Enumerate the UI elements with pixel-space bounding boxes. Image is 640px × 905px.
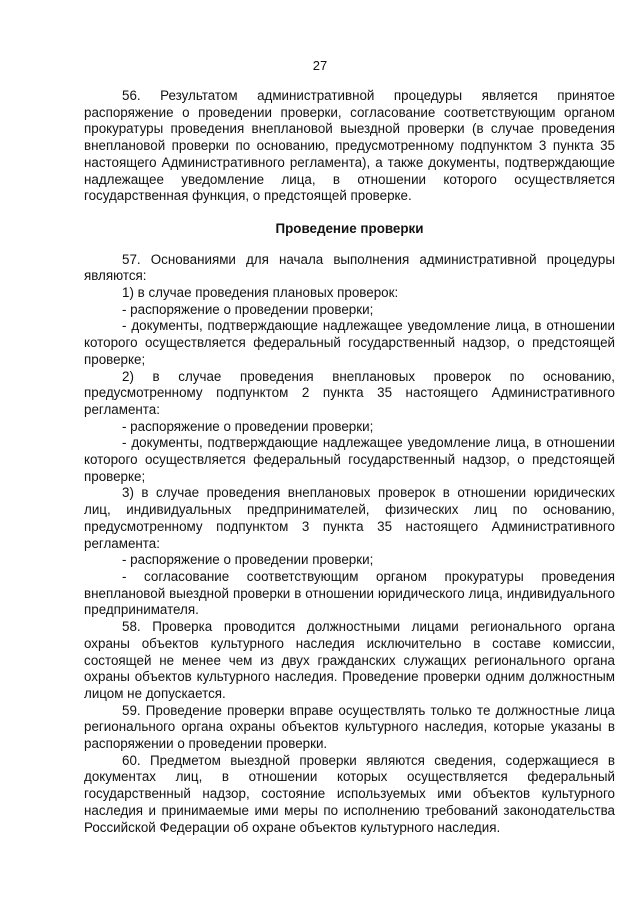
paragraph-58: 58. Проверка проводится должностными лицами регионального органа охраны объектов культурного наследия исключительно в составе комиссии, состоящей не менее чем из двух гражданских служащих регионального органа охраны объектов культурного наследия. Проведение проверки одним должностным лицом не допускается. bbox=[84, 619, 615, 701]
paragraph-56: 56. Результатом административной процедуры является принятое распоряжение о проведении проверки, согласование соответствующим органом прокуратуры проведения внеплановой выездной проверки (в случае проведения внеплановой проверки по основанию, предусмотренному подпунктом 3 пункта 35 настоящего Административного регламента), а также документы, подтверждающие надлежащее уведомление лица, в отношении которого осуществляется государственная функция, о предстоящей проверке. bbox=[84, 88, 615, 204]
list-subitem: - распоряжение о проведении проверки; bbox=[122, 418, 374, 434]
paragraph-59: 59. Проведение проверки вправе осуществлять только те должностные лица регионального органа охраны объектов культурного наследия, которые указаны в распоряжении о проведении проверки. bbox=[84, 702, 615, 752]
list-subitem: - распоряжение о проведении проверки; bbox=[122, 552, 374, 568]
page-number: 27 bbox=[312, 58, 328, 73]
list-item-1: 1) в случае проведения плановых проверок: bbox=[122, 285, 399, 301]
list-subitem: - распоряжение о проведении проверки; bbox=[122, 301, 374, 317]
list-subitem: - документы, подтверждающие надлежащее уведомление лица, в отношении которого осуществляется федеральный государственный надзор, о предстоящей проверке; bbox=[84, 318, 615, 367]
list-subitem: - согласование соответствующим органом прокуратуры проведения внеплановой выездной проверки в отношении юридического лица, индивидуального предпринимателя. bbox=[84, 568, 615, 618]
paragraph-57: 57. Основаниями для начала выполнения административной процедуры являются: bbox=[84, 251, 615, 284]
section-heading: Проведение проверки bbox=[275, 220, 424, 236]
document-body bbox=[84, 88, 615, 836]
list-subitem: - документы, подтверждающие надлежащее уведомление лица, в отношении которого осуществляется федеральный государственный надзор, о предстоящей проверке; bbox=[84, 435, 615, 484]
list-item-3: 3) в случае проведения внеплановых проверок в отношении юридических лиц, индивидуальных предпринимателей, физических лиц по основанию, предусмотренному подпунктом 3 пункта 35 настоящего Административного регламента: bbox=[84, 485, 615, 551]
list-item-2: 2) в случае проведения внеплановых проверок по основанию, предусмотренному подпунктом 2 пункта 35 настоящего Административного регламента: bbox=[84, 368, 615, 417]
paragraph-60: 60. Предметом выездной проверки являются сведения, содержащиеся в документах лиц, в отношении которых осуществляется федеральный государственный надзор, состояние используемых ими объектов культурного наследия и принимаемые ими меры по исполнению требований законодательства Российской Федерации об охране объектов культурного наследия. bbox=[84, 752, 615, 835]
